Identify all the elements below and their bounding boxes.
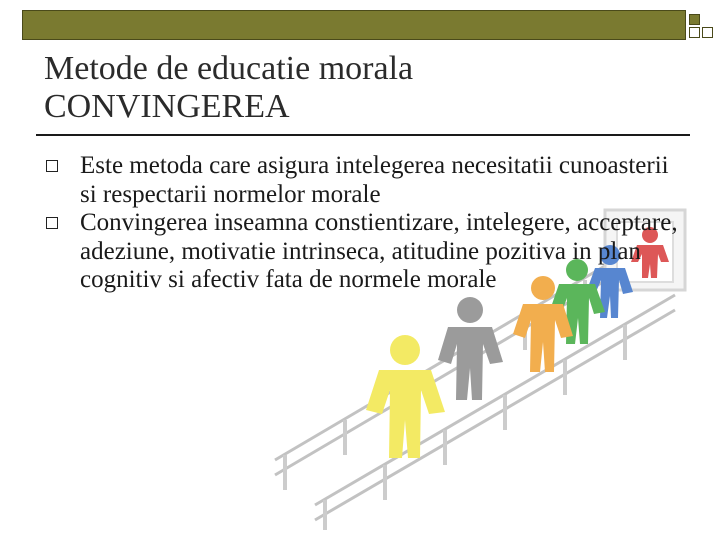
corner-square-outline-icon: [702, 27, 713, 38]
bullet-item: [44, 152, 684, 209]
corner-square-outline-icon: [689, 27, 700, 38]
hollow-square-bullet-icon: [46, 217, 58, 229]
corner-square-icon: [689, 14, 700, 25]
header-bar: [22, 10, 686, 40]
bullet-text: Convingerea inseamna constientizare, intelegere, acceptare, adeziune, motivatie intrinseca, atitudine pozitiva in plan cognitiv si afectiv fata de normele morale: [80, 209, 678, 293]
slide-title: [44, 50, 684, 126]
bullet-list: [44, 152, 684, 295]
hollow-square-bullet-icon: [46, 160, 58, 172]
title-line-2: CONVINGEREA: [44, 88, 290, 125]
bullet-item: [44, 209, 684, 295]
title-line-1: Metode de educatie morala: [44, 50, 414, 87]
title-underline: [36, 134, 690, 136]
bullet-text: Este metoda care asigura intelegerea necesitatii cunoasterii si respectarii normelor morale: [80, 152, 669, 208]
